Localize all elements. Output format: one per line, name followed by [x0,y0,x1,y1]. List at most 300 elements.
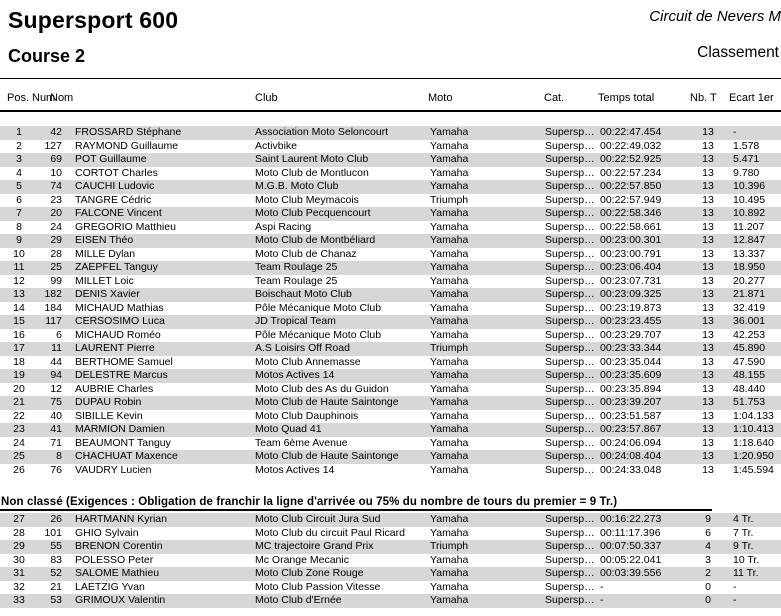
cell-temps: 00:22:58.661 [600,220,662,233]
cell-ecart: 4 Tr. [733,513,754,525]
cell-temps: 00:22:52.925 [600,153,662,165]
cell-club: Activbike [255,139,298,152]
cell-pos: 17 [13,342,25,354]
cell-moto: Yamaha [430,436,469,449]
cell-nbt: 0 [705,580,711,593]
column-header-club: Club [255,92,278,104]
cell-cat: Supersp… [545,328,595,341]
table-row [0,153,781,167]
cell-club: Moto Club Passion Vitesse [255,580,381,593]
cell-pos: 3 [16,153,22,165]
cell-nbt: 13 [702,463,714,476]
cell-pos: 33 [13,594,25,606]
category-title: Supersport 600 [8,7,179,33]
cell-num: 127 [44,139,62,152]
cell-club: A.S Loisirs Off Road [255,342,350,354]
column-header-nbt: Nb. T [690,92,717,104]
cell-nom: LAETZIG Yvan [75,580,145,593]
cell-pos: 11 [13,261,25,273]
cell-nom: LAURENT Pierre [75,342,155,354]
cell-cat: Supersp… [545,369,595,381]
cell-moto: Yamaha [430,369,469,381]
cell-ecart: - [733,126,737,138]
cell-moto: Yamaha [430,315,469,327]
cell-ecart: 20.277 [733,274,766,287]
table-row [0,581,781,595]
cell-ecart: - [733,580,737,593]
non-classe-header: Non classé (Exigences : Obligation de franchir la ligne d'arrivée ou 75% du nombre de tours du premier = 9 Tr.) [1,496,618,508]
cell-cat: Supersp… [545,126,595,138]
cell-num: 20 [50,207,62,219]
cell-num: 24 [50,220,62,233]
table-row [0,567,781,581]
cell-pos: 12 [13,274,25,287]
cell-ecart: 10 Tr. [733,553,760,566]
cell-club: Moto Club d'Ernée [255,594,342,606]
table-row [0,383,781,397]
cell-pos: 27 [13,513,25,525]
cell-pos: 23 [13,423,25,435]
cell-club: Motos Actives 14 [255,463,335,476]
cell-num: 41 [50,423,62,435]
cell-num: 55 [50,540,62,552]
cell-num: 52 [50,567,62,579]
cell-pos: 10 [13,247,25,260]
cell-temps: 00:24:33.048 [600,463,662,476]
cell-nom: BERTHOME Samuel [75,355,173,368]
cell-ecart: 1:04.133 [733,409,774,422]
cell-moto: Yamaha [430,526,469,539]
cell-nbt: 0 [705,594,711,606]
cell-club: Association Moto Seloncourt [255,126,389,138]
cell-num: 74 [50,180,62,192]
cell-num: 94 [50,369,62,381]
cell-temps: 00:23:39.207 [600,396,662,408]
cell-moto: Yamaha [430,126,469,138]
cell-cat: Supersp… [545,450,595,462]
cell-pos: 31 [13,567,25,579]
cell-nbt: 13 [702,261,714,273]
cell-pos: 6 [16,193,22,206]
cell-num: 42 [50,126,62,138]
cell-nbt: 3 [705,553,711,566]
cell-temps: 00:23:51.587 [600,409,662,422]
cell-temps: 00:23:33.344 [600,342,662,354]
cell-num: 10 [50,166,62,179]
cell-temps: 00:23:09.325 [600,288,662,300]
cell-nom: DENIS Xavier [75,288,140,300]
cell-ecart: 21.871 [733,288,766,300]
cell-ecart: 1:18.640 [733,436,774,449]
cell-club: Moto Club Dauphinois [255,409,359,422]
cell-ecart: 1.578 [733,139,760,152]
cell-cat: Supersp… [545,526,595,539]
cell-moto: Yamaha [430,139,469,152]
cell-pos: 26 [13,463,25,476]
table-row [0,302,781,316]
cell-club: MC trajectoire Grand Prix [255,540,374,552]
table-row [0,248,781,262]
cell-temps: 00:05:22.041 [600,553,662,566]
cell-moto: Yamaha [430,180,469,192]
cell-pos: 2 [16,139,22,152]
cell-cat: Supersp… [545,207,595,219]
cell-nom: GREGORIO Matthieu [75,220,176,233]
cell-ecart: 51.753 [733,396,766,408]
cell-num: 76 [50,463,62,476]
cell-club: Team Roulage 25 [255,261,338,273]
cell-temps: - [600,594,604,606]
cell-moto: Triumph [430,193,469,206]
cell-pos: 25 [13,450,25,462]
cell-club: Motos Actives 14 [255,369,335,381]
cell-cat: Supersp… [545,139,595,152]
cell-nom: RAYMOND Guillaume [75,139,179,152]
cell-cat: Supersp… [545,594,595,606]
cell-club: Saint Laurent Moto Club [255,153,369,165]
cell-pos: 7 [16,207,22,219]
cell-club: Mc Orange Mecanic [255,553,349,566]
cell-ecart: 1:20.950 [733,450,774,462]
cell-temps: 00:23:07.731 [600,274,662,287]
cell-num: 6 [56,328,62,341]
cell-temps: 00:11:17.396 [600,526,661,539]
cell-nbt: 13 [702,274,714,287]
cell-ecart: 32.419 [733,301,766,314]
circuit-name: Circuit de Nevers M [649,8,781,25]
table-row [0,450,781,464]
table-row [0,221,781,235]
cell-pos: 15 [13,315,25,327]
cell-ecart: 1:10.413 [733,423,774,435]
cell-nbt: 13 [702,220,714,233]
classement-label: Classement [697,44,779,61]
cell-moto: Yamaha [430,355,469,368]
cell-moto: Yamaha [430,274,469,287]
cell-num: 12 [50,382,62,395]
cell-cat: Supersp… [545,234,595,246]
cell-nom: FALCONE Vincent [75,207,162,219]
cell-temps: 00:24:06.094 [600,436,662,449]
cell-pos: 16 [13,328,25,341]
cell-cat: Supersp… [545,409,595,422]
cell-num: 29 [50,234,62,246]
cell-moto: Yamaha [430,166,469,179]
cell-pos: 22 [13,409,25,422]
cell-club: Moto Club Zone Rouge [255,567,364,579]
cell-temps: 00:16:22.273 [600,513,662,525]
cell-num: 21 [50,580,62,593]
cell-nom: FROSSARD Stéphane [75,126,182,138]
cell-cat: Supersp… [545,315,595,327]
cell-moto: Yamaha [430,450,469,462]
cell-pos: 32 [13,580,25,593]
cell-nom: GRIMOUX Valentin [75,594,166,606]
cell-moto: Yamaha [430,382,469,395]
cell-num: 99 [50,274,62,287]
cell-nom: CAUCHI Ludovic [75,180,155,192]
cell-club: Moto Club Annemasse [255,355,361,368]
cell-ecart: 9 Tr. [733,540,754,552]
cell-cat: Supersp… [545,463,595,476]
cell-ecart: 11 Tr. [733,567,759,579]
cell-pos: 19 [13,369,25,381]
cell-num: 26 [50,513,62,525]
table-row [0,513,781,527]
cell-moto: Yamaha [430,301,469,314]
cell-cat: Supersp… [545,342,595,354]
cell-club: Moto Club de Montlucon [255,166,369,179]
cell-nom: BRENON Corentin [75,540,163,552]
table-row [0,315,781,329]
cell-temps: 00:23:35.894 [600,382,662,395]
cell-moto: Yamaha [430,261,469,273]
cell-ecart: 47.590 [733,355,766,368]
table-row [0,329,781,343]
cell-ecart: 42.253 [733,328,766,341]
cell-cat: Supersp… [545,513,595,525]
cell-nbt: 13 [702,423,714,435]
table-row [0,342,781,356]
cell-nom: MICHAUD Roméo [75,328,161,341]
table-row [0,464,781,478]
cell-pos: 30 [13,553,25,566]
cell-temps: - [600,580,604,593]
classified-results [0,126,781,477]
non-classe-results [0,513,781,608]
cell-cat: Supersp… [545,436,595,449]
cell-num: 40 [50,409,62,422]
table-row [0,437,781,451]
cell-club: Moto Club Meymacois [255,193,359,206]
cell-cat: Supersp… [545,567,595,579]
cell-nbt: 4 [705,540,711,552]
cell-cat: Supersp… [545,288,595,300]
table-row [0,234,781,248]
cell-nom: SIBILLE Kevin [75,409,143,422]
cell-nbt: 13 [702,234,714,246]
cell-pos: 9 [16,234,22,246]
column-header-divider [0,110,781,112]
cell-temps: 00:23:06.404 [600,261,662,273]
cell-nom: AUBRIE Charles [75,382,154,395]
cell-nbt: 13 [702,247,714,260]
column-header-pos: Pos. [7,92,30,104]
cell-ecart: 11.207 [733,220,765,233]
cell-club: Moto Club Circuit Jura Sud [255,513,381,525]
cell-nbt: 13 [702,450,714,462]
cell-club: Moto Quad 41 [255,423,322,435]
cell-nbt: 9 [705,513,711,525]
cell-moto: Yamaha [430,423,469,435]
cell-nbt: 13 [702,369,714,381]
cell-temps: 00:23:23.455 [600,315,662,327]
cell-ecart: 10.495 [733,193,766,206]
cell-ecart: 13.337 [733,247,766,260]
cell-nbt: 13 [702,342,714,354]
cell-temps: 00:23:29.707 [600,328,662,341]
cell-nbt: 13 [702,396,714,408]
cell-cat: Supersp… [545,274,595,287]
cell-temps: 00:23:19.873 [600,301,662,314]
cell-nom: DELESTRE Marcus [75,369,168,381]
cell-nom: HARTMANN Kyrian [75,513,167,525]
cell-club: Team 6ème Avenue [255,436,348,449]
cell-nbt: 13 [702,328,714,341]
cell-ecart: 10.892 [733,207,766,219]
cell-club: JD Tropical Team [255,315,336,327]
cell-club: Team Roulage 25 [255,274,338,287]
cell-temps: 00:24:08.404 [600,450,662,462]
cell-nom: VAUDRY Lucien [75,463,152,476]
cell-club: Pôle Mécanique Moto Club [255,328,382,341]
cell-num: 23 [50,193,62,206]
cell-ecart: 45.890 [733,342,766,354]
cell-nbt: 13 [702,288,714,300]
cell-nbt: 13 [702,139,714,152]
cell-temps: 00:22:49.032 [600,139,662,152]
table-row [0,288,781,302]
cell-temps: 00:22:47.454 [600,126,662,138]
cell-num: 8 [56,450,62,462]
cell-temps: 00:23:35.044 [600,355,662,368]
cell-cat: Supersp… [545,355,595,368]
cell-pos: 8 [16,220,22,233]
cell-club: Moto Club de Haute Saintonge [255,450,399,462]
cell-ecart: 1:45.594 [733,463,774,476]
cell-num: 69 [50,153,62,165]
cell-num: 25 [50,261,62,273]
cell-nom: BEAUMONT Tanguy [75,436,171,449]
cell-temps: 00:22:57.234 [600,166,662,179]
cell-nom: CERSOSIMO Luca [75,315,165,327]
cell-cat: Supersp… [545,553,595,566]
table-row [0,126,781,140]
cell-num: 11 [51,342,62,354]
column-header-temps: Temps total [598,92,655,104]
cell-cat: Supersp… [545,301,595,314]
cell-nbt: 6 [705,526,711,539]
cell-pos: 28 [13,526,25,539]
cell-ecart: 10.396 [733,180,766,192]
cell-temps: 00:23:00.301 [600,234,662,246]
cell-num: 117 [45,315,62,327]
race-title: Course 2 [8,46,86,66]
column-header-moto: Moto [428,92,453,104]
cell-nbt: 13 [702,166,714,179]
table-row [0,140,781,154]
cell-ecart: 5.471 [733,153,760,165]
cell-temps: 00:03:39.556 [600,567,662,579]
cell-club: Boischaut Moto Club [255,288,352,300]
table-row [0,261,781,275]
cell-cat: Supersp… [545,193,595,206]
cell-nbt: 13 [702,193,714,206]
cell-nbt: 13 [702,436,714,449]
cell-temps: 00:07:50.337 [600,540,662,552]
cell-moto: Yamaha [430,328,469,341]
table-row [0,410,781,424]
cell-ecart: 18.950 [733,261,766,273]
cell-club: Moto Club de Haute Saintonge [255,396,399,408]
cell-pos: 29 [13,540,25,552]
cell-moto: Triumph [430,342,469,354]
cell-pos: 20 [13,382,25,395]
cell-num: 182 [44,288,62,300]
cell-nbt: 13 [702,409,714,422]
cell-temps: 00:23:00.791 [600,247,662,260]
cell-nbt: 13 [702,207,714,219]
cell-temps: 00:23:57.867 [600,423,662,435]
cell-nom: SALOME Mathieu [75,567,160,579]
cell-cat: Supersp… [545,382,595,395]
cell-num: 53 [50,594,62,606]
column-header-nom: Nom [50,92,74,104]
cell-nom: CHACHUAT Maxence [75,450,178,462]
cell-pos: 1 [16,126,22,138]
cell-nbt: 13 [702,153,714,165]
cell-moto: Yamaha [430,594,469,606]
table-column-headers [0,92,781,107]
cell-nbt: 13 [702,355,714,368]
table-row [0,167,781,181]
cell-ecart: 48.155 [733,369,766,381]
table-row [0,180,781,194]
cell-cat: Supersp… [545,261,595,273]
header-divider [0,78,781,79]
cell-club: Moto Club de Chanaz [255,247,357,260]
cell-club: Moto Club des As du Guidon [255,382,389,395]
column-header-num: Num [32,92,56,104]
cell-num: 28 [50,247,62,260]
cell-nom: MILLET Loic [75,274,134,287]
cell-pos: 13 [13,288,25,300]
cell-ecart: 48.440 [733,382,766,395]
cell-ecart: - [733,594,737,606]
cell-cat: Supersp… [545,396,595,408]
table-row [0,540,781,554]
cell-nbt: 13 [702,301,714,314]
table-row [0,207,781,221]
cell-cat: Supersp… [545,166,595,179]
cell-moto: Yamaha [430,207,469,219]
cell-nom: CORTOT Charles [75,166,158,179]
cell-moto: Yamaha [430,247,469,260]
cell-nom: MICHAUD Mathias [75,301,164,314]
non-classe-divider [0,509,712,511]
cell-moto: Yamaha [430,463,469,476]
cell-club: Moto Club de Montbéliard [255,234,376,246]
cell-temps: 00:22:57.949 [600,193,662,206]
cell-num: 184 [44,301,62,314]
table-row [0,194,781,208]
cell-nom: MARMION Damien [75,423,165,435]
cell-club: Pôle Mécanique Moto Club [255,301,382,314]
cell-num: 101 [44,526,62,539]
cell-moto: Yamaha [430,153,469,165]
cell-temps: 00:22:58.346 [600,207,662,219]
cell-cat: Supersp… [545,220,595,233]
cell-pos: 24 [13,436,25,449]
cell-pos: 21 [13,396,25,408]
cell-num: 71 [50,436,62,449]
cell-nom: ZAEPFEL Tanguy [75,261,158,273]
cell-temps: 00:22:57.850 [600,180,662,192]
cell-cat: Supersp… [545,423,595,435]
cell-cat: Supersp… [545,180,595,192]
cell-moto: Yamaha [430,409,469,422]
cell-moto: Yamaha [430,553,469,566]
